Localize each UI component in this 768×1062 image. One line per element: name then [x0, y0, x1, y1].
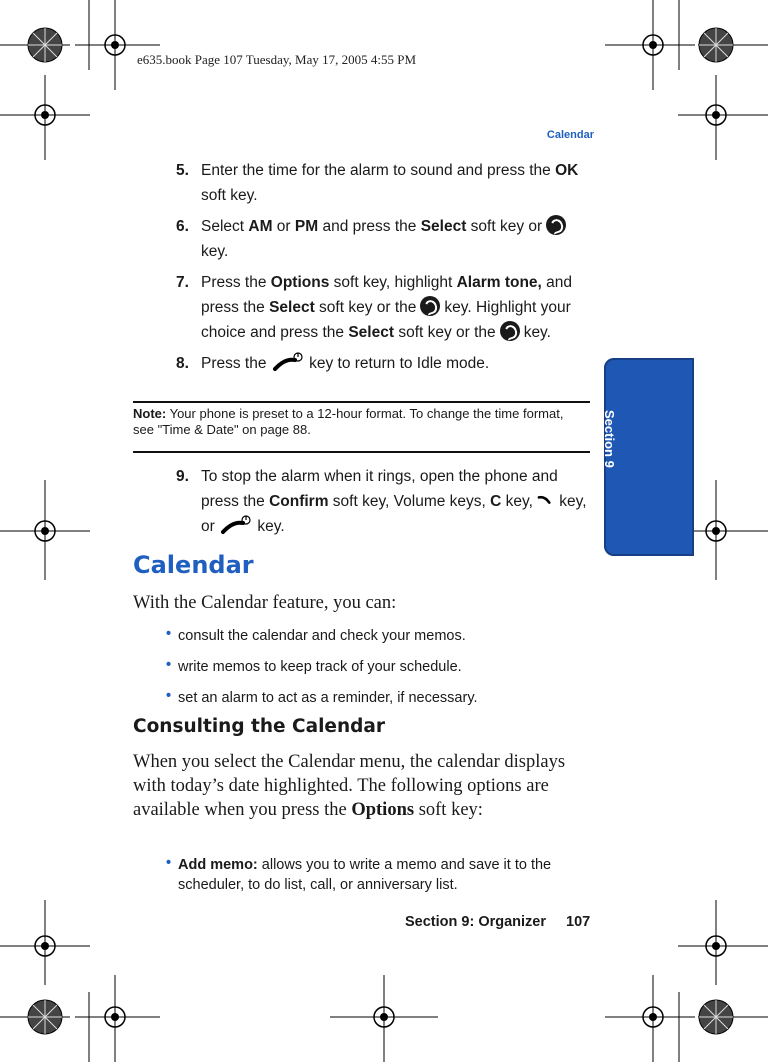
note	[133, 406, 573, 438]
bold-term: PM	[294, 218, 319, 235]
text: soft key or	[466, 218, 543, 235]
list-item	[166, 657, 586, 677]
option-text: allows you to write a memo and save it to the scheduler, to do list, call, or anniversary list.	[178, 857, 552, 893]
consulting-paragraph	[133, 750, 588, 822]
step-6	[176, 214, 596, 264]
book-header: e635.book Page 107 Tuesday, May 17, 2005 4:55 PM	[137, 52, 417, 67]
navigation-key-icon	[500, 321, 520, 341]
send-key-icon	[537, 490, 559, 510]
note-label: Note:	[133, 406, 167, 421]
text: Select	[201, 218, 249, 235]
text: and	[541, 274, 573, 291]
text: soft key:	[414, 800, 483, 820]
bold-term: Alarm tone,	[456, 274, 542, 291]
bold-term: Options	[270, 274, 330, 291]
text: or	[201, 518, 215, 535]
bold-term: Confirm	[269, 493, 329, 510]
step-text	[201, 214, 596, 264]
note-rule-top	[133, 401, 590, 403]
text: soft key, highlight	[329, 274, 457, 291]
note-rule-bottom	[133, 451, 590, 453]
running-title: Calendar	[546, 129, 594, 141]
text: key,	[501, 493, 533, 510]
text: key to return to Idle mode.	[309, 355, 490, 372]
text: Press the	[201, 274, 271, 291]
text: key.	[257, 518, 285, 535]
list-item-text: consult the calendar and check your memos.	[178, 628, 466, 644]
consulting-heading: Consulting the Calendar	[133, 716, 385, 737]
text: When you select the Calendar menu, the calendar displays with today’s date highlighted. The following options are available when you press the	[133, 752, 566, 820]
step-text	[201, 270, 596, 345]
text: key. Highlight your	[444, 299, 571, 316]
bullet-icon: •	[166, 657, 172, 673]
bold-term: Select	[420, 218, 467, 235]
list-item	[166, 626, 586, 646]
text: key.	[523, 324, 551, 341]
step-text	[201, 158, 596, 208]
list-item	[166, 688, 586, 708]
bold-term: Select	[348, 324, 395, 341]
text: key,	[559, 493, 587, 510]
option-label: Add memo:	[178, 857, 258, 873]
note-text: Your phone is preset to a 12-hour format. To change the time format, see "Time & Date" on page 88.	[133, 406, 564, 437]
list-item-text	[178, 855, 576, 895]
step-number: 5.	[176, 162, 189, 179]
text: Press the	[201, 355, 267, 372]
bullet-icon: •	[166, 688, 172, 704]
text: press the	[201, 299, 270, 316]
bullet-icon: •	[166, 626, 172, 642]
text: To stop the alarm when it rings, open the phone and	[201, 468, 558, 485]
text: press the	[201, 493, 270, 510]
list-item	[166, 855, 576, 895]
text: or	[272, 218, 295, 235]
page-number: 107	[566, 914, 591, 930]
end-key-icon	[271, 352, 305, 372]
step-text	[201, 351, 596, 376]
bullet-icon: •	[166, 855, 172, 871]
step-5	[176, 158, 596, 208]
navigation-key-icon	[546, 215, 566, 235]
text: soft key or the	[314, 299, 417, 316]
text: key.	[201, 243, 229, 260]
step-number: 9.	[176, 468, 189, 485]
list-item-text: set an alarm to act as a reminder, if necessary.	[178, 690, 478, 706]
step-number: 8.	[176, 355, 189, 372]
step-number: 6.	[176, 218, 189, 235]
bold-term: AM	[248, 218, 273, 235]
bold-term: C	[490, 493, 502, 510]
text: choice and press the	[201, 324, 349, 341]
footer-section: Section 9: Organizer	[405, 914, 547, 930]
step-number: 7.	[176, 274, 189, 291]
bold-term: Select	[269, 299, 315, 316]
list-item-text: write memos to keep track of your schedule.	[178, 659, 462, 675]
step-7	[176, 270, 596, 345]
calendar-intro: With the Calendar feature, you can:	[133, 593, 397, 613]
text: soft key or the	[394, 324, 496, 341]
navigation-key-icon	[420, 296, 440, 316]
bold-term: Options	[351, 800, 415, 820]
step-text	[201, 464, 596, 539]
text: Enter the time for the alarm to sound and press the	[201, 162, 556, 179]
text: and press the	[318, 218, 421, 235]
section-tab-label: Section 9	[602, 410, 617, 468]
text: soft key.	[201, 187, 258, 204]
step-8	[176, 351, 596, 376]
step-9	[176, 464, 596, 539]
bold-term: OK	[555, 162, 579, 179]
end-key-icon	[219, 515, 253, 535]
text: soft key, Volume keys,	[328, 493, 491, 510]
calendar-heading: Calendar	[133, 551, 254, 579]
section-tab	[604, 358, 694, 556]
